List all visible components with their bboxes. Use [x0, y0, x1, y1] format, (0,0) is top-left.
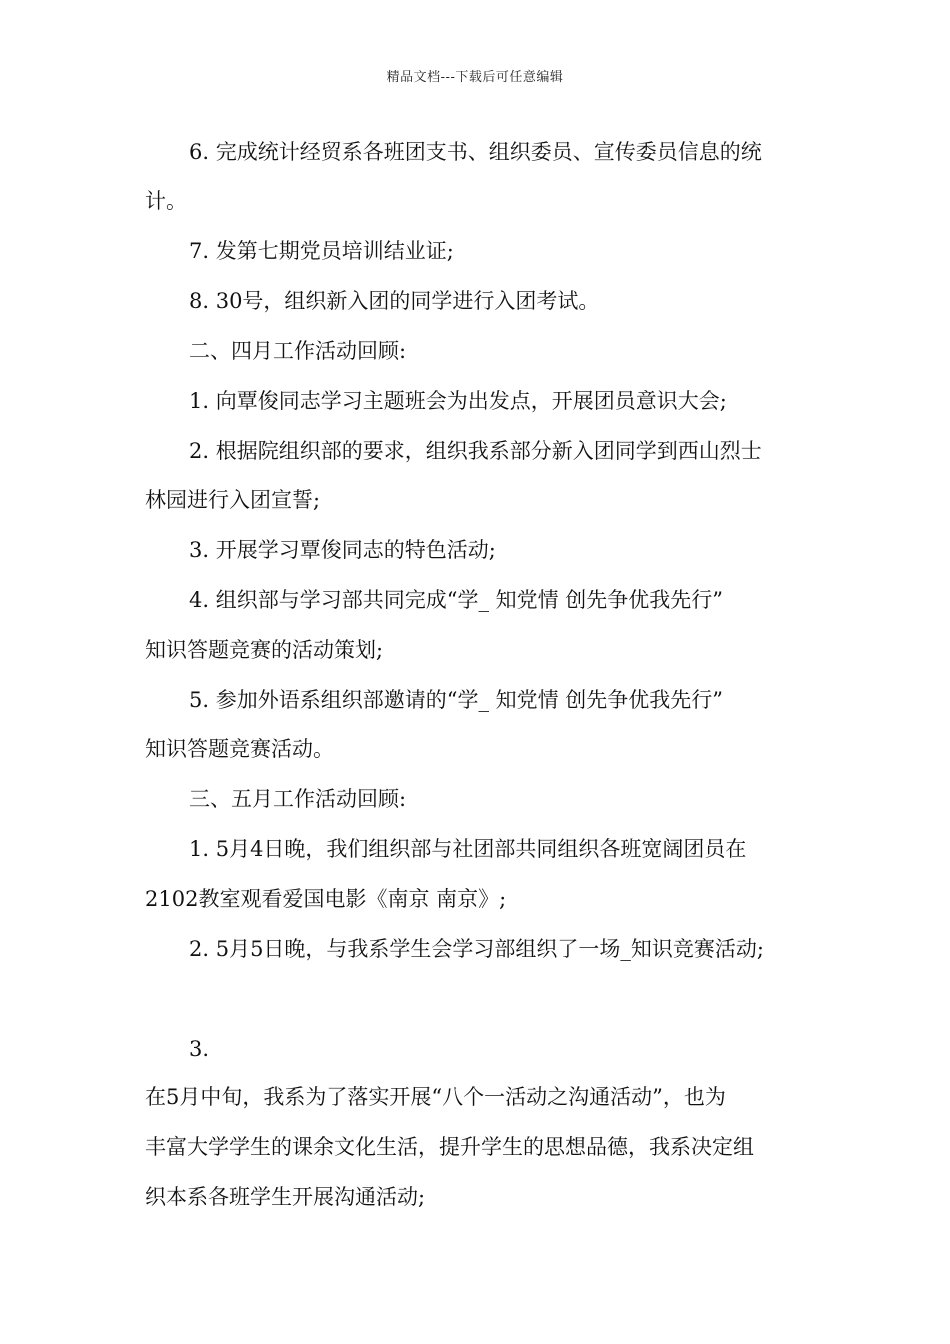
april-item-4-line-1: 4. 组织部与学习部共同完成“学_ 知党情 创先争优我先行” [189, 588, 724, 612]
april-item-3: 3. 开展学习覃俊同志的特色活动; [189, 538, 496, 562]
item-6-line-2: 计。 [145, 189, 187, 213]
may-item-3-line-3: 织本系各班学生开展沟通活动; [145, 1185, 426, 1209]
april-item-5-line-1: 5. 参加外语系组织部邀请的“学_ 知党情 创先争优我先行” [189, 688, 724, 712]
may-item-3-number: 3. [189, 1037, 210, 1061]
section-heading-april: 二、四月工作活动回顾: [189, 339, 407, 363]
april-item-1: 1. 向覃俊同志学习主题班会为出发点，开展团员意识大会; [189, 389, 727, 413]
section-heading-may: 三、五月工作活动回顾: [189, 787, 407, 811]
item-6-line-1: 6. 完成统计经贸系各班团支书、组织委员、宣传委员信息的统 [189, 140, 762, 164]
may-item-1-line-1: 1. 5月4日晚，我们组织部与社团部共同组织各班宽阔团员在 [189, 837, 747, 861]
item-7: 7. 发第七期党员培训结业证; [189, 239, 454, 263]
april-item-2-line-2: 林园进行入团宣誓; [145, 488, 321, 512]
may-item-2: 2. 5月5日晚，与我系学生会学习部组织了一场_知识竞赛活动; [189, 937, 765, 961]
may-item-3-line-1: 在5月中旬，我系为了落实开展“八个一活动之沟通活动”，也为 [145, 1085, 726, 1109]
april-item-5-line-2: 知识答题竞赛活动。 [145, 737, 334, 761]
may-item-3-line-2: 丰富大学学生的课余文化生活，提升学生的思想品德，我系决定组 [145, 1135, 754, 1159]
page-header: 精品文档---下载后可任意编辑 [386, 70, 564, 85]
april-item-2-line-1: 2. 根据院组织部的要求，组织我系部分新入团同学到西山烈士 [189, 439, 762, 463]
april-item-4-line-2: 知识答题竞赛的活动策划; [145, 638, 384, 662]
may-item-1-line-2: 2102教室观看爱国电影《南京 南京》; [145, 887, 507, 911]
item-8: 8. 30号，组织新入团的同学进行入团考试。 [189, 289, 600, 313]
